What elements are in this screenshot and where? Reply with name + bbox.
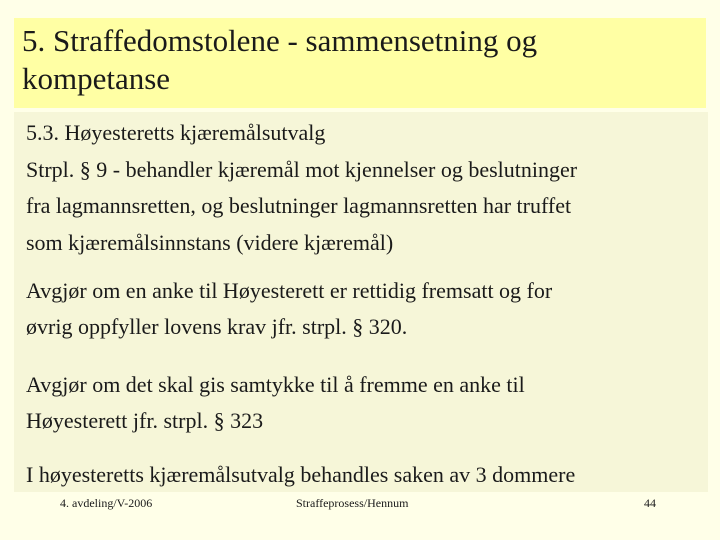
slide-number: 44 — [644, 496, 656, 510]
paragraph-tre-dommere — [26, 457, 706, 493]
slide-title — [22, 22, 702, 98]
text-line: som kjæremålsinnstans (videre kjæremål) — [26, 229, 394, 255]
text-line: fra lagmannsretten, og beslutninger lagmannsretten har truffet — [26, 193, 572, 218]
footer-author: Straffeprosess/Hennum — [296, 496, 409, 510]
paragraph-kjaeremalsutvalg — [26, 115, 706, 261]
text-line: øvrig oppfyller lovens krav jfr. strpl. § 320. — [26, 314, 408, 339]
paragraph-samtykke — [26, 367, 706, 439]
title-line-2: kompetanse — [22, 61, 171, 96]
footer-course: 4. avdeling/V-2006 — [60, 496, 153, 510]
text-line: Avgjør om en anke til Høyesterett er rettidig fremsatt og for — [26, 278, 553, 303]
text-line: Avgjør om det skal gis samtykke til å fremme en anke til — [26, 372, 525, 397]
title-line-1: 5. Straffedomstolene - sammensetning og — [22, 23, 538, 58]
paragraph-anke-rettidig — [26, 273, 706, 345]
text-line: I høyesteretts kjæremålsutvalg behandles saken av 3 dommere — [26, 462, 576, 487]
text-line: 5.3. Høyesteretts kjæremålsutvalg — [26, 120, 326, 145]
text-line: Høyesterett jfr. strpl. § 323 — [26, 408, 264, 433]
text-line: Strpl. § 9 - behandler kjæremål mot kjennelser og beslutninger — [26, 156, 578, 182]
